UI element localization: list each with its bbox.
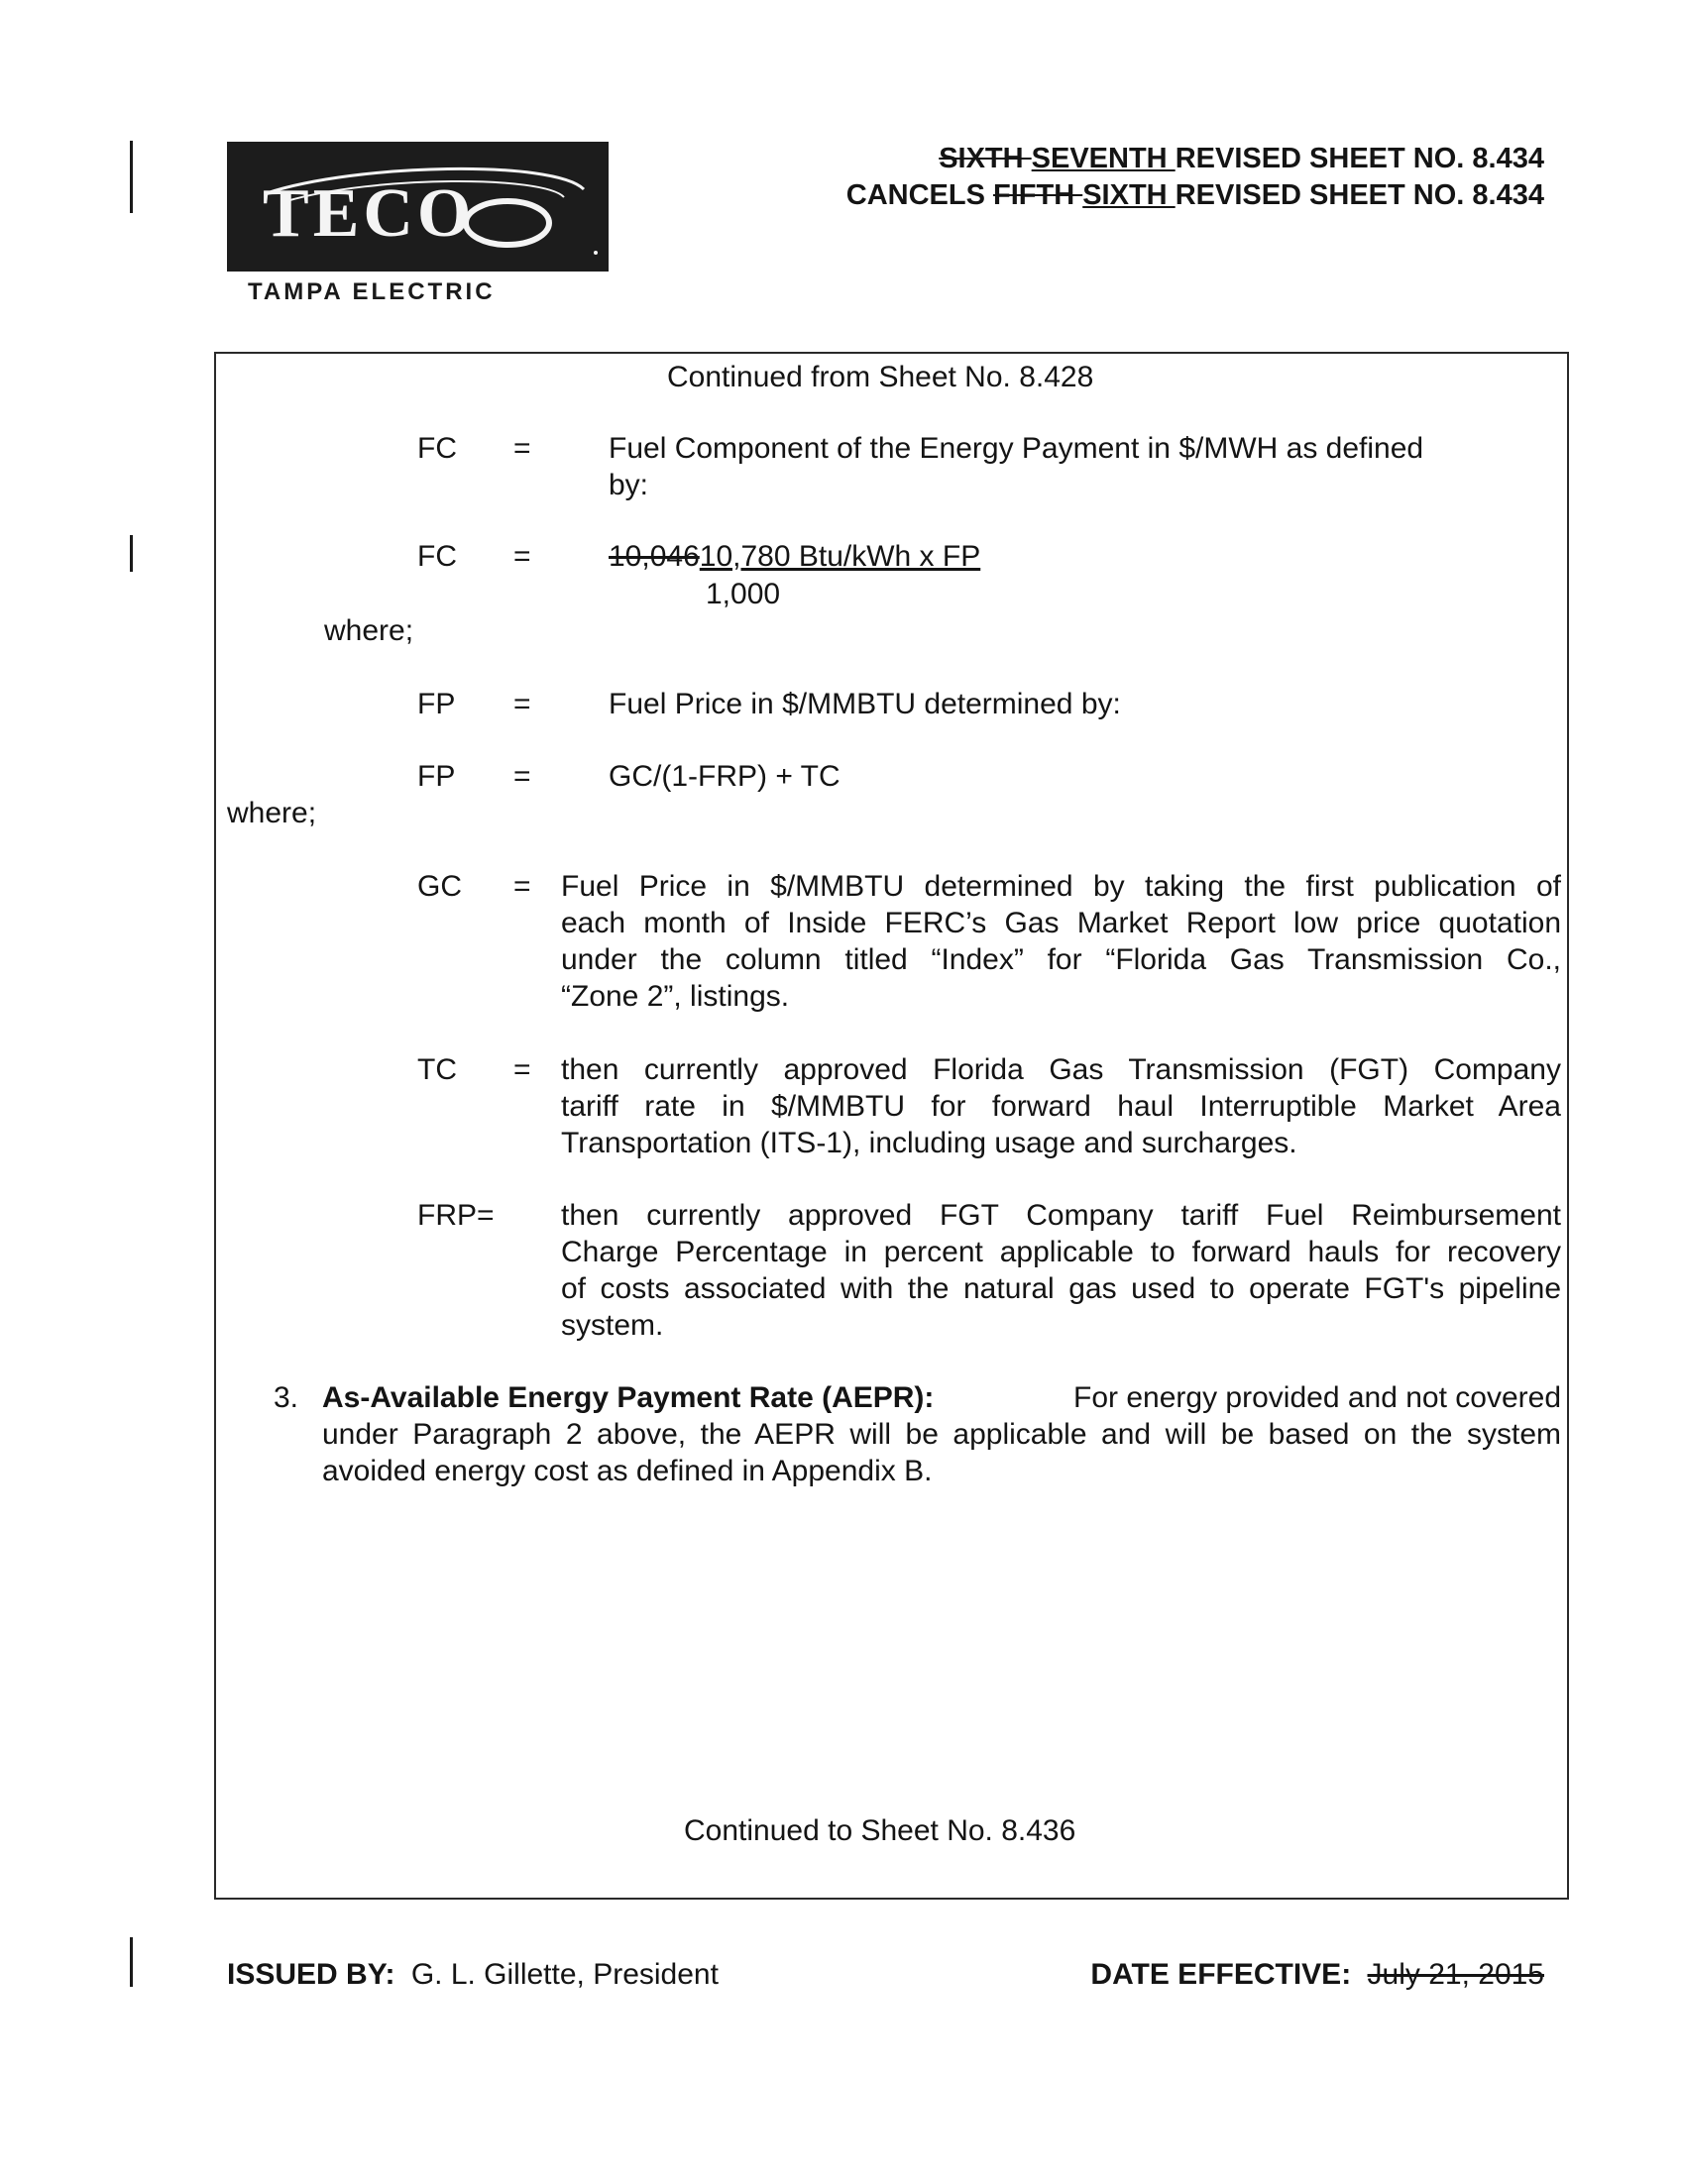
fp-symbol: FP (417, 688, 456, 720)
sheet-number-text: REVISED SHEET NO. 8.434 (1175, 143, 1544, 174)
revision-bar-footer (130, 1937, 133, 1987)
frp-line: Charge Percentage in percent applicable to forward hauls for recovery (561, 1236, 1561, 1268)
struck-revision: SIXTH (939, 143, 1032, 174)
item-3-line: under Paragraph 2 above, the AEPR will be applicable and will be based on the system (322, 1418, 1561, 1451)
fc-definition-line1: Fuel Component of the Energy Payment in $/MWH as defined (609, 432, 1424, 465)
item-3-number: 3. (274, 1381, 299, 1414)
cancels-sheet-line (846, 181, 1544, 210)
gc-line: each month of Inside FERC’s Gas Market Report low price quotation (561, 907, 1561, 939)
continued-from-note: Continued from Sheet No. 8.428 (667, 361, 1094, 393)
tc-line: Transportation (ITS-1), including usage and surcharges. (561, 1127, 1297, 1159)
logo-subtitle: TAMPA ELECTRIC (248, 278, 496, 305)
fp-definition: Fuel Price in $/MMBTU determined by: (609, 688, 1121, 720)
fc-formula-symbol: FC (417, 540, 457, 573)
frp-line: of costs associated with the natural gas used to operate FGT's pipeline (561, 1272, 1561, 1305)
gc-symbol: GC (417, 870, 462, 903)
fp-formula-equals: = (513, 760, 531, 793)
tc-definition (561, 1051, 1561, 1161)
gc-line: “Zone 2”, listings. (561, 980, 790, 1013)
continued-to-note: Continued to Sheet No. 8.436 (684, 1814, 1076, 1847)
fc-equals: = (513, 432, 531, 465)
date-effective (1090, 1960, 1544, 1990)
tc-equals: = (513, 1053, 531, 1086)
cancels-sheet-text: REVISED SHEET NO. 8.434 (1175, 179, 1544, 211)
item-3-first-line (322, 1379, 1561, 1416)
where-label-2: where; (227, 797, 317, 829)
gc-line: Fuel Price in $/MMBTU determined by taking the first publication of (561, 870, 1561, 903)
gc-equals: = (513, 870, 531, 903)
new-revision: SEVENTH (1031, 143, 1176, 174)
issued-by-label: ISSUED BY: (227, 1958, 395, 1991)
fc-formula-numerator (609, 538, 980, 575)
sheet-number-line (939, 145, 1544, 173)
frp-line: then currently approved FGT Company tariff Fuel Reimbursement (561, 1199, 1561, 1232)
item-3-title: As-Available Energy Payment Rate (AEPR): (322, 1381, 935, 1414)
date-effective-label: DATE EFFECTIVE: (1090, 1958, 1352, 1991)
frp-definition (561, 1197, 1561, 1344)
fc-formula-equals: = (513, 540, 531, 573)
heat-rate-numerator: 10,780 Btu/kWh x FP (699, 540, 981, 573)
issued-by-value: G. L. Gillette, President (410, 1958, 719, 1991)
fp-formula: GC/(1-FRP) + TC (609, 760, 840, 793)
fc-formula-denominator: 1,000 (706, 578, 781, 610)
issued-by (227, 1960, 719, 1990)
fc-symbol: FC (417, 432, 457, 465)
gc-line: under the column titled “Index” for “Florida Gas Transmission Co., (561, 943, 1561, 976)
struck-date-effective: July 21, 2015 (1367, 1958, 1544, 1991)
logo-wordmark: TECO (263, 175, 476, 252)
new-cancelled-revision: SIXTH (1082, 179, 1176, 211)
item-3-line1-rest: For energy provided and not covered (1073, 1381, 1561, 1414)
struck-cancelled-revision: FIFTH (993, 179, 1083, 211)
revision-bar-fc (130, 535, 133, 572)
tc-line: tariff rate in $/MMBTU for forward haul Interruptible Market Area (561, 1090, 1561, 1123)
item-3-paragraph (322, 1379, 1561, 1489)
fp-equals: = (513, 688, 531, 720)
where-label-1: where; (324, 614, 414, 647)
tc-line: then currently approved Florida Gas Transmission (FGT) Company (561, 1053, 1561, 1086)
fp-formula-symbol: FP (417, 760, 456, 793)
frp-symbol: FRP= (417, 1199, 495, 1232)
fc-definition-line2: by: (609, 469, 649, 501)
item-3-line: avoided energy cost as defined in Appendix B. (322, 1455, 933, 1487)
gc-definition (561, 868, 1561, 1015)
struck-heat-rate: 10,046 (609, 540, 700, 573)
frp-line: system. (561, 1309, 664, 1342)
teco-logo (227, 142, 609, 272)
revision-bar-header (130, 141, 133, 213)
tc-symbol: TC (417, 1053, 457, 1086)
cancels-label: CANCELS (845, 179, 994, 211)
